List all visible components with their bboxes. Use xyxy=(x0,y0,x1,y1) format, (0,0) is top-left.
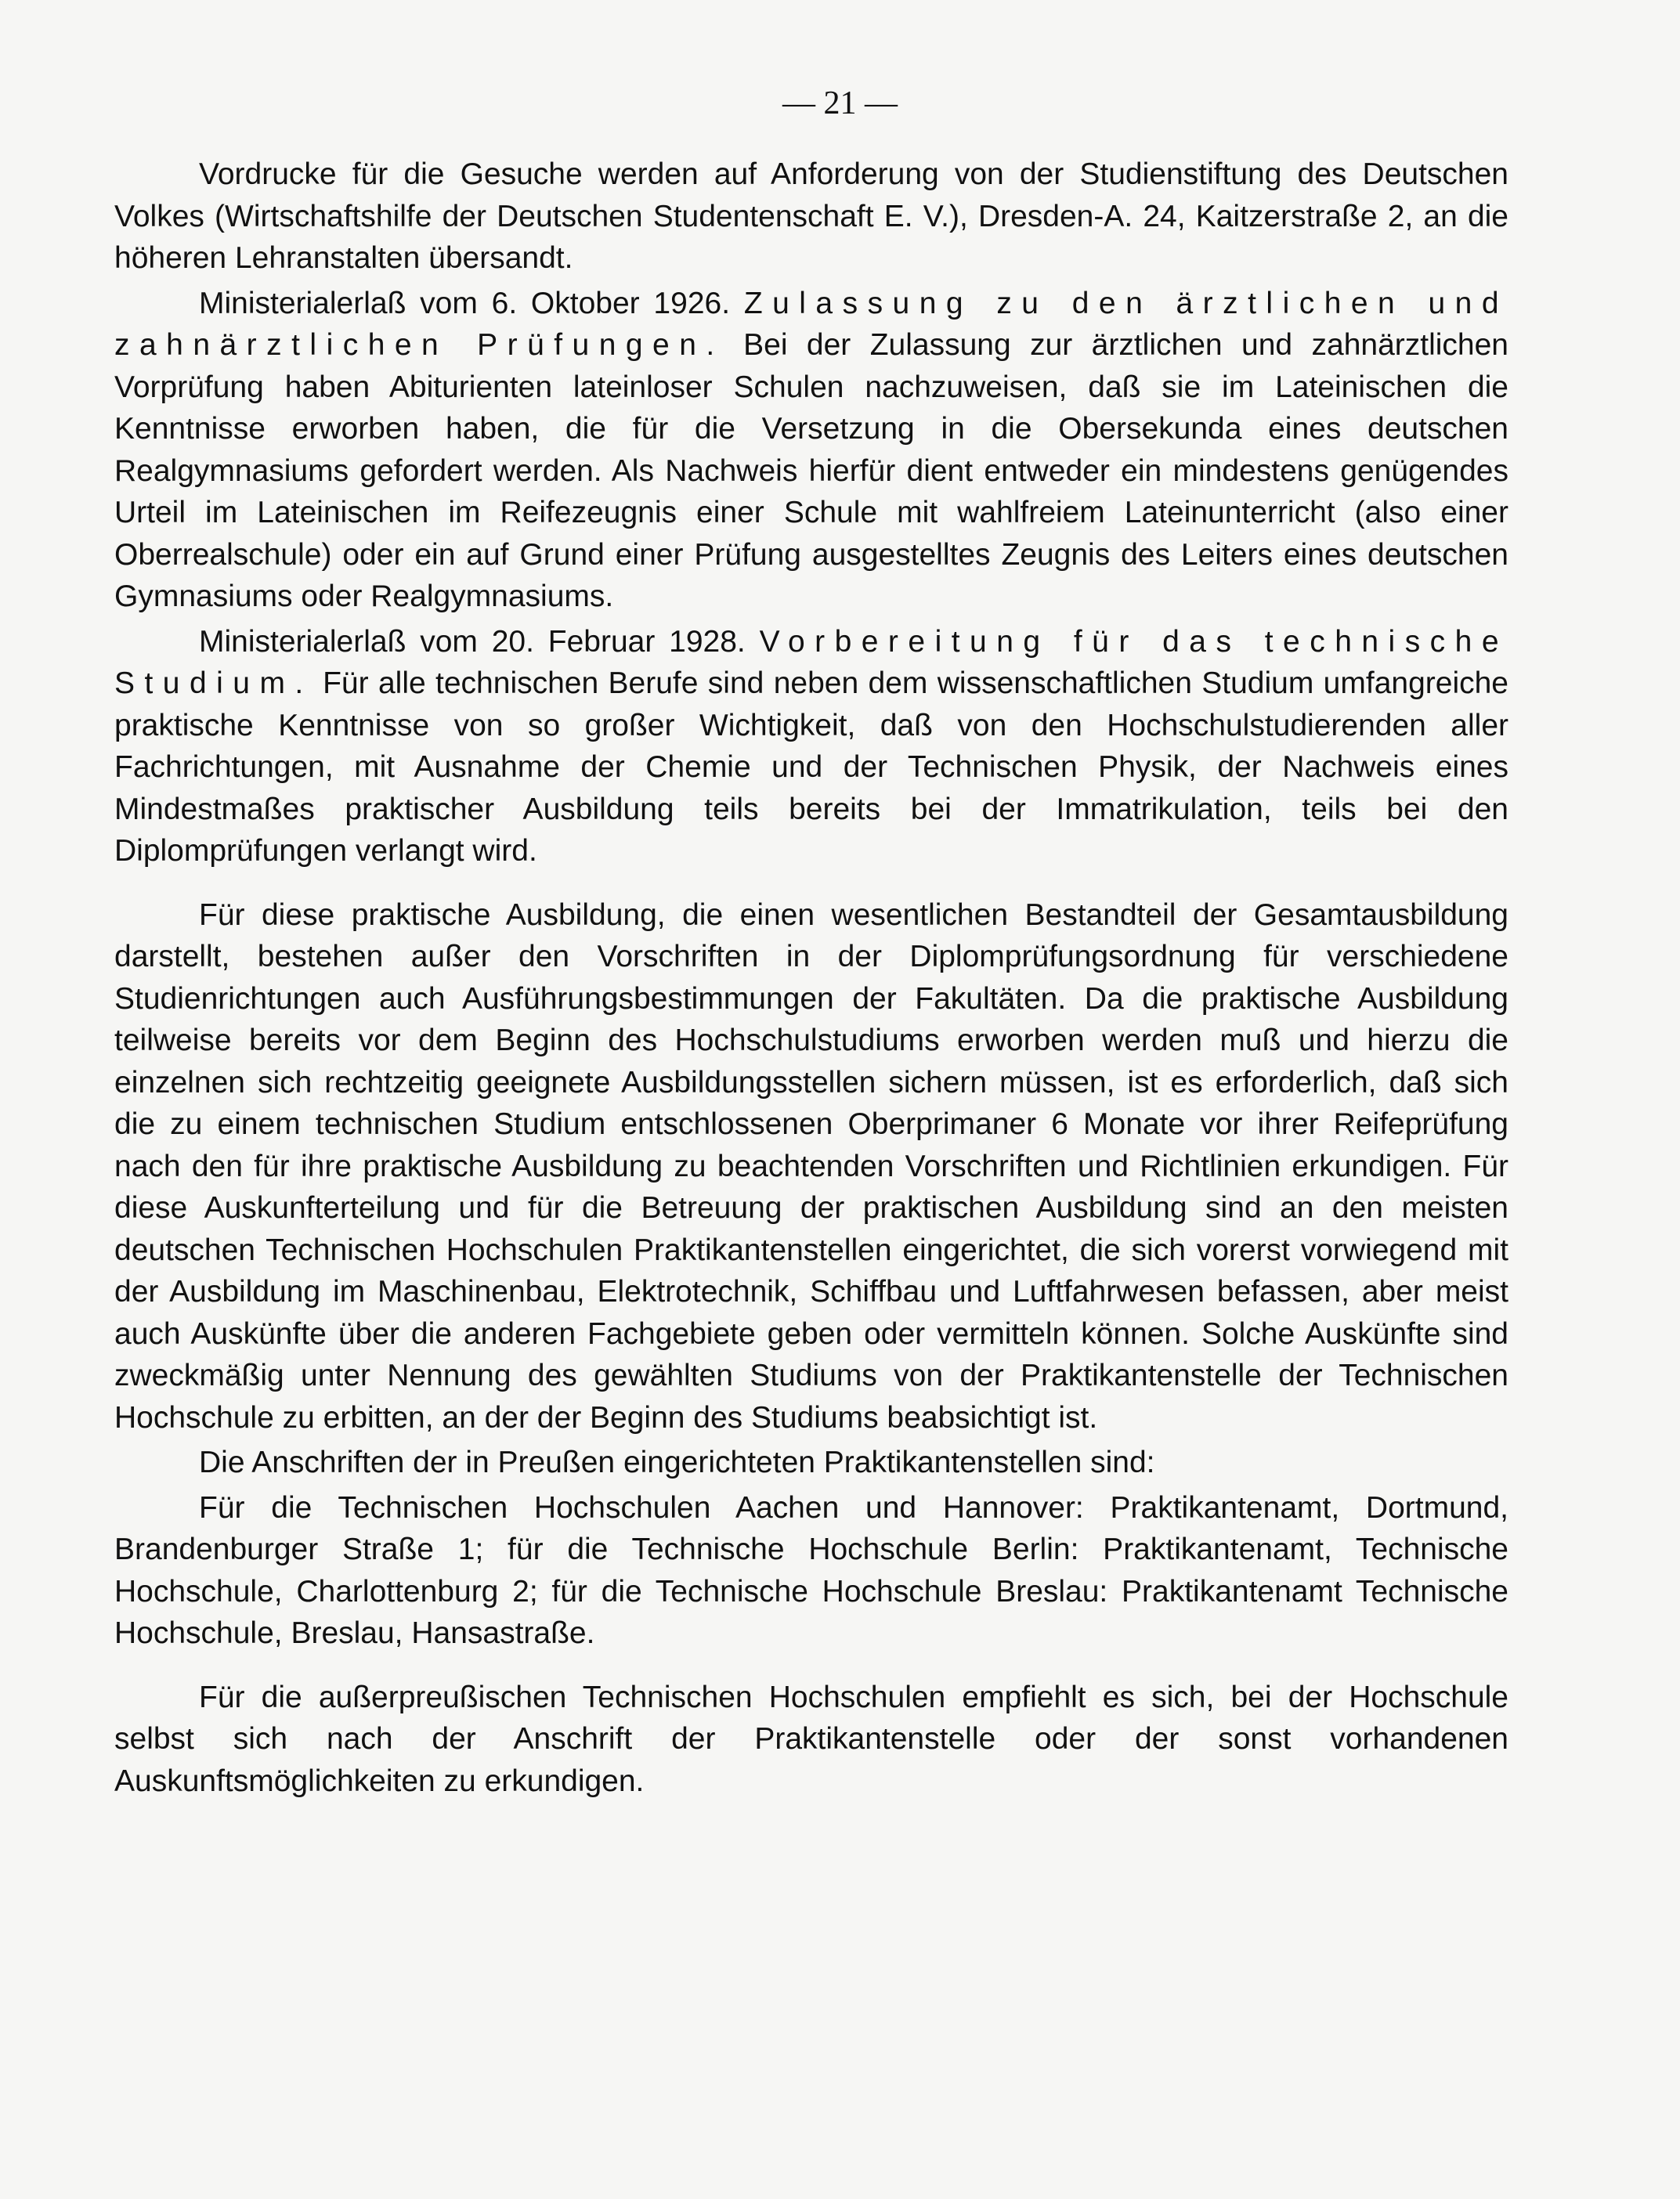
paragraph-3-lead: Ministerialerlaß vom 20. Februar 1928. xyxy=(199,624,760,659)
page-number: — 21 — xyxy=(782,85,898,121)
paragraph-3-text: Für alle technischen Berufe sind neben dem wissenschaftlichen Studium umfangreiche praktische Kenntnisse von so großer Wichtigkeit, daß von den Hochschulstudierenden aller Fachrichtungen, mit Ausnahme der Chemie und der Technischen Physik, der Nachweis eines Mindestmaßes praktischer Ausbildung teils bereits bei der Immatrikulation, teils bei den Diplomprüfungen verlangt wird. xyxy=(114,666,1508,868)
paragraph-2-lead: Ministerialerlaß vom 6. Oktober 1926. xyxy=(199,286,744,320)
paragraph-4 xyxy=(114,894,1508,1439)
paragraph-1 xyxy=(114,153,1508,280)
paragraph-3-heading: Vorbereitung für das technische Studium. xyxy=(114,624,1508,700)
paragraph-5-text: Die Anschriften der in Preußen eingerichteten Praktikantenstellen sind: xyxy=(199,1446,1155,1479)
paragraph-6 xyxy=(114,1487,1508,1655)
paragraph-7 xyxy=(114,1677,1508,1803)
paragraph-2-text: Bei der Zulassung zur ärztlichen und zahnärztlichen Vorprüfung haben Abiturienten lateinloser Schulen nachzuweisen, daß sie im Lateinischen die Kenntnisse erworben haben, die für die Versetzung in die Obersekunda eines deutschen Realgymnasiums gefordert werden. Als Nachweis hierfür dient entweder ein mindestens genügendes Urteil im Lateinischen im Reifezeugnis einer Schule mit wahlfreiem Lateinunterricht (also einer Oberrealschule) oder ein auf Grund einer Prüfung ausgestelltes Zeugnis des Leiters eines deutschen Gymnasiums oder Realgymnasiums. xyxy=(114,328,1508,613)
paragraph-3 xyxy=(114,621,1508,872)
paragraph-7-text: Für die außerpreußischen Technischen Hochschulen empfiehlt es sich, bei der Hochschule selbst sich nach der Anschrift der Praktikantenstelle oder der sonst vorhandenen Auskunftsmöglichkeiten zu erkundigen. xyxy=(114,1680,1508,1798)
paragraph-1-text: Vordrucke für die Gesuche werden auf Anforderung von der Studienstiftung des Deutschen Volkes (Wirtschaftshilfe der Deutschen Studentenschaft E. V.), Dresden-A. 24, Kaitzerstraße 2, an die höheren Lehranstalten übersandt. xyxy=(114,157,1508,275)
paragraph-4-text: Für diese praktische Ausbildung, die einen wesentlichen Bestandteil der Gesamtausbildung darstellt, bestehen außer den Vorschriften in der Diplomprüfungsordnung für verschiedene Studienrichtungen auch Ausführungsbestimmungen der Fakultäten. Da die praktische Ausbildung teilweise bereits vor dem Beginn des Hochschulstudiums erworben werden muß und hierzu die einzelnen sich rechtzeitig geeignete Ausbildungsstellen sichern müssen, ist es erforderlich, daß sich die zu einem technischen Studium entschlossenen Oberprimaner 6 Monate vor ihrer Reifeprüfung nach den für ihre praktische Ausbildung zu beachtenden Vorschriften und Richtlinien erkundigen. Für diese Auskunfterteilung und für die Betreuung der praktischen Ausbildung sind an den meisten deutschen Technischen Hochschulen Praktikantenstellen eingerichtet, die sich vorerst vorwiegend mit der Ausbildung im Maschinenbau, Elektrotechnik, Schiffbau und Luftfahrwesen befassen, aber meist auch Auskünfte über die anderen Fachgebiete geben oder vermitteln können. Solche Auskünfte sind zweckmäßig unter Nennung des gewählten Studiums von der Praktikantenstelle der Technischen Hochschule zu erbitten, an der der Beginn des Studiums beabsichtigt ist. xyxy=(114,897,1508,1435)
paragraph-2 xyxy=(114,283,1508,618)
paragraph-5 xyxy=(114,1442,1508,1484)
document-body xyxy=(114,153,1508,1802)
paragraph-6-text: Für die Technischen Hochschulen Aachen und Hannover: Praktikantenamt, Dortmund, Brandenburger Straße 1; für die Technische Hochschule Berlin: Praktikantenamt, Technische Hochschule, Charlottenburg 2; für die Technische Hochschule Breslau: Praktikantenamt Technische Hochschule, Breslau, Hansastraße. xyxy=(114,1490,1508,1650)
paragraph-2-heading: Zulassung zu den ärztlichen und zahnärztlichen Prüfungen. xyxy=(114,286,1508,362)
